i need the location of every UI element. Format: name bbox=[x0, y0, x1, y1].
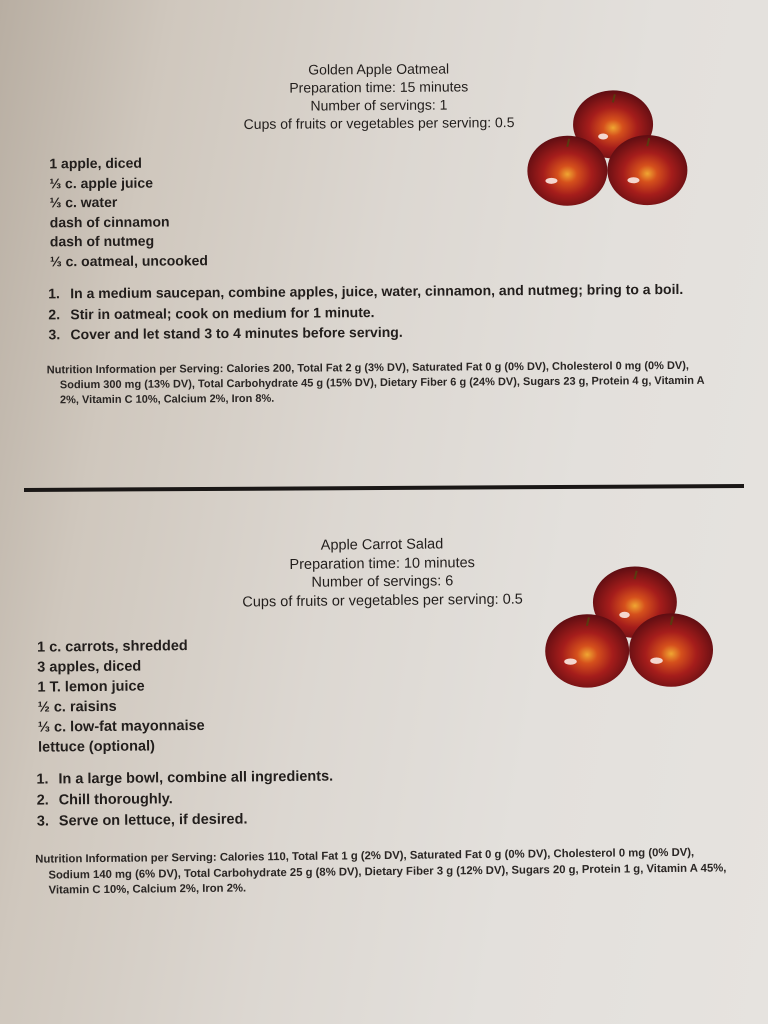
ingredient-item: 1 T. lemon juice bbox=[37, 678, 145, 696]
step-text: Chill thoroughly. bbox=[58, 791, 173, 809]
step-text: In a large bowl, combine all ingredients. bbox=[58, 768, 334, 788]
ingredient-item: 1 apple, diced bbox=[49, 154, 142, 172]
step-number: 1. bbox=[36, 771, 49, 788]
step-text: Cover and let stand 3 to 4 minutes before serving. bbox=[70, 323, 403, 343]
nutrition-info: Nutrition Information per Serving: Calories 110, Total Fat 1 g (2% DV), Saturated Fat 0 g (0% DV), Cholesterol 0 mg (0% DV), Sodium 140 mg (6% DV), Total Carbohydrate 25 g (8% DV), Dietary Fiber 3 g (12% DV), Sugars 20 g, Protein 1 g, Vitamin A 45%, Vitamin C 10%, Calcium 2%, Iron 2%. bbox=[35, 846, 727, 897]
step-number: 3. bbox=[48, 326, 61, 343]
apples-illustration-icon bbox=[542, 563, 715, 693]
step-number: 2. bbox=[48, 305, 61, 322]
step-number: 1. bbox=[48, 285, 60, 302]
instruction-step bbox=[48, 319, 768, 345]
ingredient-item: lettuce (optional) bbox=[38, 738, 155, 756]
ingredient-item: dash of nutmeg bbox=[49, 232, 155, 250]
recipe-title: Golden Apple Oatmeal bbox=[308, 60, 450, 78]
ingredient-item: ⅓ c. low-fat mayonnaise bbox=[37, 717, 205, 736]
ingredient-item: ½ c. raisins bbox=[37, 698, 117, 716]
cups-per-serving: Cups of fruits or vegetables per serving: 0.5 bbox=[242, 591, 523, 610]
prep-time: Preparation time: 15 minutes bbox=[289, 78, 469, 96]
step-text: Stir in oatmeal; cook on medium for 1 minute. bbox=[70, 303, 375, 322]
ingredient-item: 3 apples, diced bbox=[37, 658, 142, 676]
ingredient-item: 1 c. carrots, shredded bbox=[36, 638, 188, 656]
recipe-card-golden-apple-oatmeal bbox=[0, 57, 768, 408]
apples-illustration-icon bbox=[525, 88, 690, 209]
prep-time: Preparation time: 10 minutes bbox=[289, 554, 475, 573]
recipe-card-apple-carrot-salad bbox=[0, 532, 768, 900]
step-number: 2. bbox=[36, 792, 49, 809]
step-number: 3. bbox=[36, 813, 50, 830]
instructions-list bbox=[48, 278, 768, 345]
servings: Number of servings: 1 bbox=[310, 96, 448, 114]
ingredient-item: ⅓ c. oatmeal, uncooked bbox=[49, 251, 208, 269]
cups-per-serving: Cups of fruits or vegetables per serving: 0.5 bbox=[243, 114, 515, 132]
step-text: In a medium saucepan, combine apples, juice, water, cinnamon, and nutmeg; bring to a boil. bbox=[70, 280, 684, 302]
recipe-title: Apple Carrot Salad bbox=[320, 536, 444, 554]
step-text: Serve on lettuce, if desired. bbox=[58, 811, 248, 830]
section-divider bbox=[24, 484, 744, 492]
servings: Number of servings: 6 bbox=[311, 573, 454, 591]
instructions-list bbox=[36, 762, 768, 833]
ingredient-item: ⅓ c. water bbox=[49, 193, 118, 211]
ingredient-item: dash of cinnamon bbox=[49, 212, 170, 230]
nutrition-info: Nutrition Information per Serving: Calories 200, Total Fat 2 g (3% DV), Saturated Fat 0 g (0% DV), Cholesterol 0 mg (0% DV), Sodium 300 mg (13% DV), Total Carbohydrate 45 g (15% DV), Dietary Fiber 6 g (24% DV), Sugars 23 g, Protein 4 g, Vitamin A 2%, Vitamin C 10%, Calcium 2%, Iron 8%. bbox=[46, 359, 705, 406]
ingredient-item: ⅓ c. apple juice bbox=[49, 174, 154, 191]
